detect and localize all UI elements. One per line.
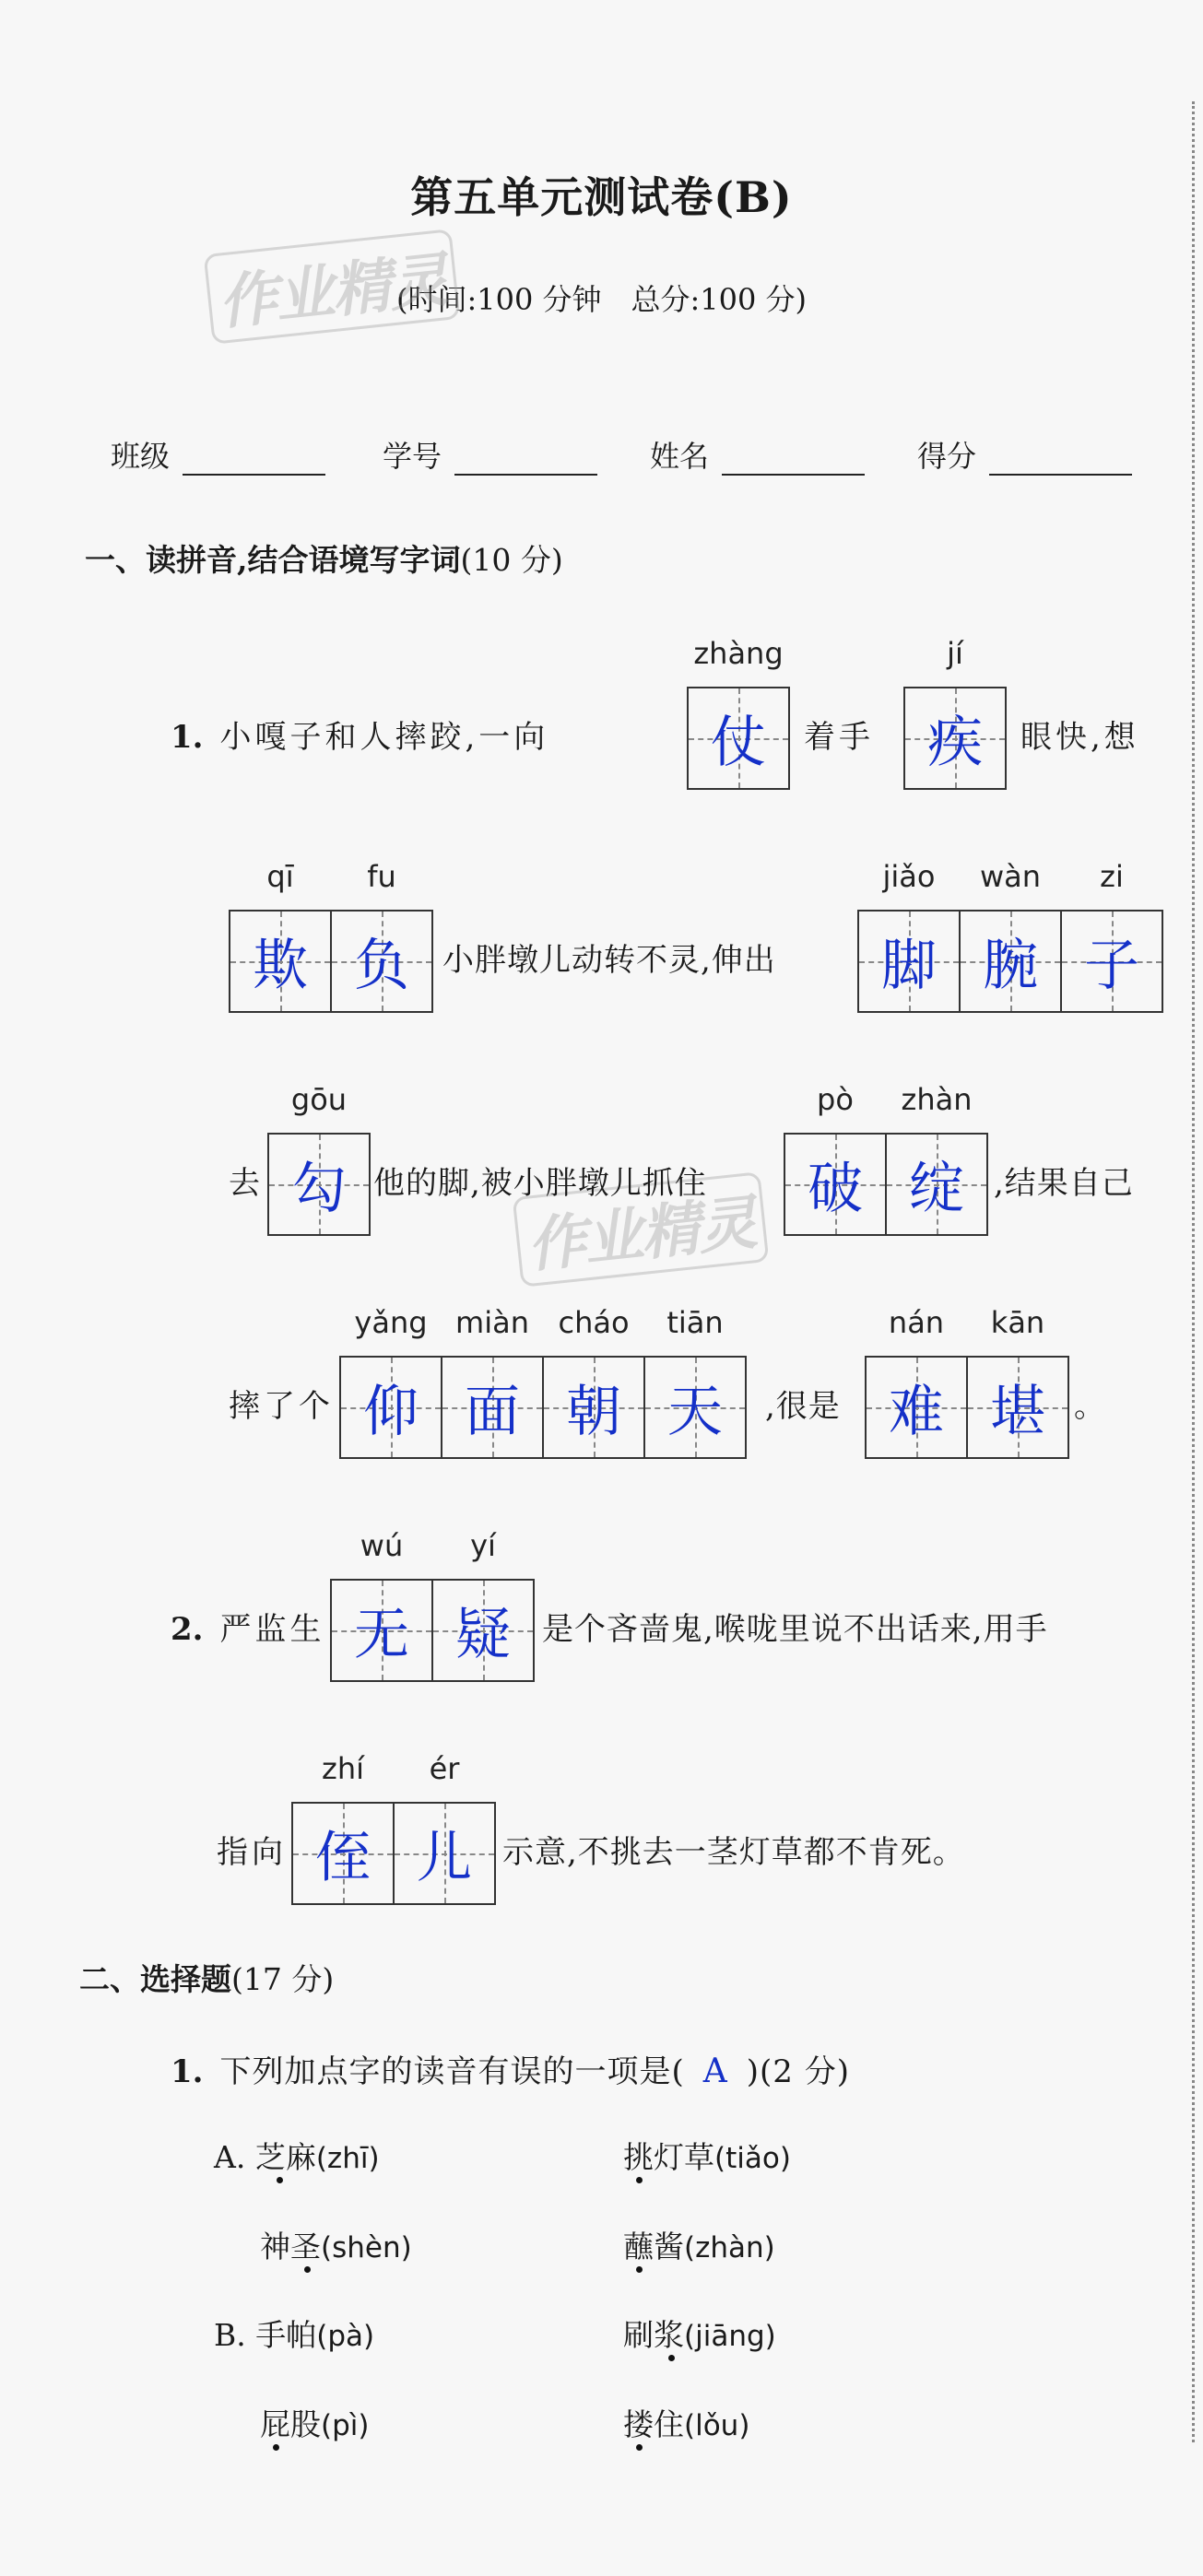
pinyin-label: fu <box>367 859 396 894</box>
pinyin-label: wàn <box>979 859 1042 894</box>
char-grid <box>857 910 1163 1013</box>
answer-char: 负 <box>354 934 409 998</box>
option-label: B. <box>214 2317 246 2353</box>
answer-char: 绽 <box>909 1157 964 1221</box>
class-label: 班级 <box>111 439 171 474</box>
answer-char: 疾 <box>927 711 983 775</box>
char-box[interactable] <box>687 687 790 790</box>
watermark-logo <box>204 229 461 345</box>
section-1-points: (10 分) <box>460 542 563 578</box>
pinyin-label: pò <box>817 1082 854 1117</box>
score-blank[interactable] <box>989 442 1132 476</box>
option-word: 芝麻 <box>254 2139 316 2175</box>
section-1-heading <box>85 536 563 580</box>
answer-char: 面 <box>465 1380 520 1444</box>
pinyin-label: miàn <box>455 1305 529 1340</box>
answer-char: 破 <box>808 1157 863 1221</box>
pinyin-label: zhàng <box>693 636 784 671</box>
section-2-title: 二、选择题 <box>79 1961 231 1997</box>
answer-char: 朝 <box>566 1380 621 1444</box>
char-box[interactable] <box>885 1133 988 1236</box>
sentence-text: ,很是 <box>765 1388 841 1425</box>
answer-char: 欺 <box>253 934 308 998</box>
option-pinyin: (jiāng) <box>684 2320 776 2353</box>
pinyin-label: wú <box>360 1528 404 1563</box>
char-box[interactable] <box>959 910 1062 1013</box>
emphasis-dot <box>636 2266 643 2273</box>
char-box[interactable] <box>542 1356 645 1459</box>
answer-char: 无 <box>354 1603 409 1667</box>
sentence-text: 示意,不挑去一茎灯草都不肯死。 <box>502 1834 965 1871</box>
option-a-1 <box>214 2134 380 2177</box>
student-id-blank[interactable] <box>454 442 597 476</box>
sentence-text: 严监生 <box>219 1611 325 1648</box>
section-1-title: 一、读拼音,结合语境写字词 <box>85 542 461 578</box>
emphasis-dot <box>277 2177 283 2183</box>
option-a-3 <box>260 2223 412 2266</box>
score-label: 得分 <box>917 439 977 474</box>
sentence-text: 摔了个 <box>229 1388 334 1425</box>
sentence-text: ,结果自己 <box>994 1165 1134 1202</box>
char-box[interactable] <box>330 1579 433 1682</box>
char-box[interactable] <box>267 1133 371 1236</box>
char-box[interactable] <box>966 1356 1069 1459</box>
char-box[interactable] <box>330 910 433 1013</box>
sentence-text: 去 <box>229 1165 264 1202</box>
sentence-text: 小胖墩儿动转不灵,伸出 <box>442 942 776 979</box>
answer-char: 仰 <box>363 1380 419 1444</box>
option-word: 神圣 <box>260 2229 321 2264</box>
question-number: 1. <box>171 719 204 756</box>
option-a-2 <box>623 2134 791 2177</box>
pinyin-label: jiǎo <box>882 859 936 894</box>
option-pinyin: (zhàn) <box>684 2231 775 2264</box>
option-b-4 <box>623 2401 749 2444</box>
char-grid <box>865 1356 1069 1459</box>
char-box[interactable] <box>903 687 1007 790</box>
sentence-text: 是个吝啬鬼,喉咙里说不出话来,用手 <box>542 1611 1048 1648</box>
q2-line-1a <box>171 1604 325 1649</box>
char-box[interactable] <box>643 1356 747 1459</box>
pinyin-label: zhàn <box>901 1082 973 1117</box>
answer-char: 脚 <box>881 934 937 998</box>
pinyin-label: ér <box>429 1751 460 1786</box>
name-blank[interactable] <box>722 442 865 476</box>
name-label: 姓名 <box>650 439 710 474</box>
pinyin-label: yǎng <box>354 1305 428 1340</box>
fold-line <box>1192 101 1195 2442</box>
answer-char: 疑 <box>455 1603 511 1667</box>
char-box[interactable] <box>1060 910 1163 1013</box>
sentence-text: 他的脚,被小胖墩儿抓住 <box>373 1165 707 1202</box>
watermark-text: 作业精灵 <box>204 229 461 345</box>
char-grid <box>330 1579 535 1682</box>
section-2-points: (17 分) <box>231 1961 335 1997</box>
score-field <box>917 433 1132 476</box>
option-pinyin: (shèn) <box>321 2231 412 2264</box>
option-word: 刷浆 <box>623 2317 684 2353</box>
pinyin-label: tiān <box>666 1305 724 1340</box>
emphasis-dot <box>668 2355 675 2361</box>
page-title: 第五单元测试卷(B) <box>410 172 793 222</box>
option-pinyin: (tiǎo) <box>714 2142 791 2175</box>
pinyin-label: nán <box>888 1305 945 1340</box>
char-box[interactable] <box>291 1802 395 1905</box>
student-id-field <box>383 433 597 476</box>
watermark-text: 作业精灵 <box>513 1171 770 1288</box>
sentence-text: 。 <box>1074 1388 1109 1425</box>
option-b-1 <box>214 2311 374 2355</box>
char-box[interactable] <box>431 1579 535 1682</box>
pinyin-label: cháo <box>558 1305 630 1340</box>
answer-choice: A <box>702 2053 728 2090</box>
char-grid <box>291 1802 496 1905</box>
char-grid <box>687 687 790 790</box>
answer-char: 子 <box>1084 934 1139 998</box>
char-box[interactable] <box>441 1356 544 1459</box>
char-box[interactable] <box>229 910 332 1013</box>
answer-char: 难 <box>889 1380 944 1444</box>
s2-q1-line <box>171 2046 850 2091</box>
char-grid <box>903 687 1007 790</box>
question-number: 2. <box>171 1611 204 1648</box>
class-field <box>111 433 325 476</box>
answer-char: 腕 <box>983 934 1038 998</box>
option-pinyin: (zhī) <box>315 2142 380 2175</box>
pinyin-label: kān <box>990 1305 1045 1340</box>
char-box[interactable] <box>865 1356 968 1459</box>
sentence-text: 小嘎子和人摔跤,一向 <box>219 719 549 756</box>
pinyin-label: zhí <box>322 1751 364 1786</box>
emphasis-dot <box>636 2177 643 2183</box>
time-score-note: (时间:100 分钟 总分:100 分) <box>395 282 808 317</box>
option-pinyin: (pì) <box>321 2409 370 2442</box>
sentence-text: 眼快,想 <box>1020 719 1139 756</box>
emphasis-dot <box>636 2444 643 2451</box>
option-a-4 <box>623 2223 775 2266</box>
option-word: 手帕 <box>255 2317 317 2353</box>
char-box[interactable] <box>857 910 961 1013</box>
option-word: 屁股 <box>260 2406 321 2442</box>
question-text: )(2 分) <box>746 2053 850 2090</box>
pinyin-label: jí <box>947 636 963 671</box>
sentence-text: 指向 <box>217 1834 287 1871</box>
option-b-2 <box>623 2311 776 2355</box>
emphasis-dot <box>273 2444 279 2451</box>
question-number: 1. <box>171 2053 204 2090</box>
char-box[interactable] <box>339 1356 442 1459</box>
option-label: A. <box>214 2139 246 2175</box>
answer-char: 仗 <box>711 711 766 775</box>
char-grid <box>339 1356 747 1459</box>
pinyin-label: gōu <box>290 1082 348 1117</box>
option-word: 蘸酱 <box>623 2229 684 2264</box>
option-word: 搂住 <box>623 2406 684 2442</box>
option-pinyin: (lǒu) <box>684 2409 750 2442</box>
q1-line-1a <box>171 712 548 757</box>
emphasis-dot <box>304 2266 311 2273</box>
student-id-label: 学号 <box>383 439 442 474</box>
char-box[interactable] <box>784 1133 887 1236</box>
option-word: 挑灯草 <box>623 2139 714 2175</box>
option-pinyin: (pà) <box>316 2320 375 2353</box>
char-grid <box>267 1133 371 1236</box>
pinyin-label: qī <box>266 859 294 894</box>
answer-char: 勾 <box>291 1157 347 1221</box>
char-box[interactable] <box>393 1802 496 1905</box>
char-grid <box>784 1133 988 1236</box>
answer-char: 堪 <box>990 1380 1045 1444</box>
name-field <box>650 433 865 476</box>
char-grid <box>229 910 433 1013</box>
question-text: 下列加点字的读音有误的一项是( <box>219 2053 685 2090</box>
pinyin-label: yí <box>470 1528 496 1563</box>
answer-char: 侄 <box>315 1826 371 1890</box>
class-blank[interactable] <box>183 442 325 476</box>
answer-char: 天 <box>667 1380 723 1444</box>
option-b-3 <box>260 2401 369 2444</box>
pinyin-label: zi <box>1100 859 1124 894</box>
sentence-text: 着手 <box>804 719 874 756</box>
answer-char: 儿 <box>417 1826 472 1890</box>
section-2-heading <box>79 1956 334 1999</box>
